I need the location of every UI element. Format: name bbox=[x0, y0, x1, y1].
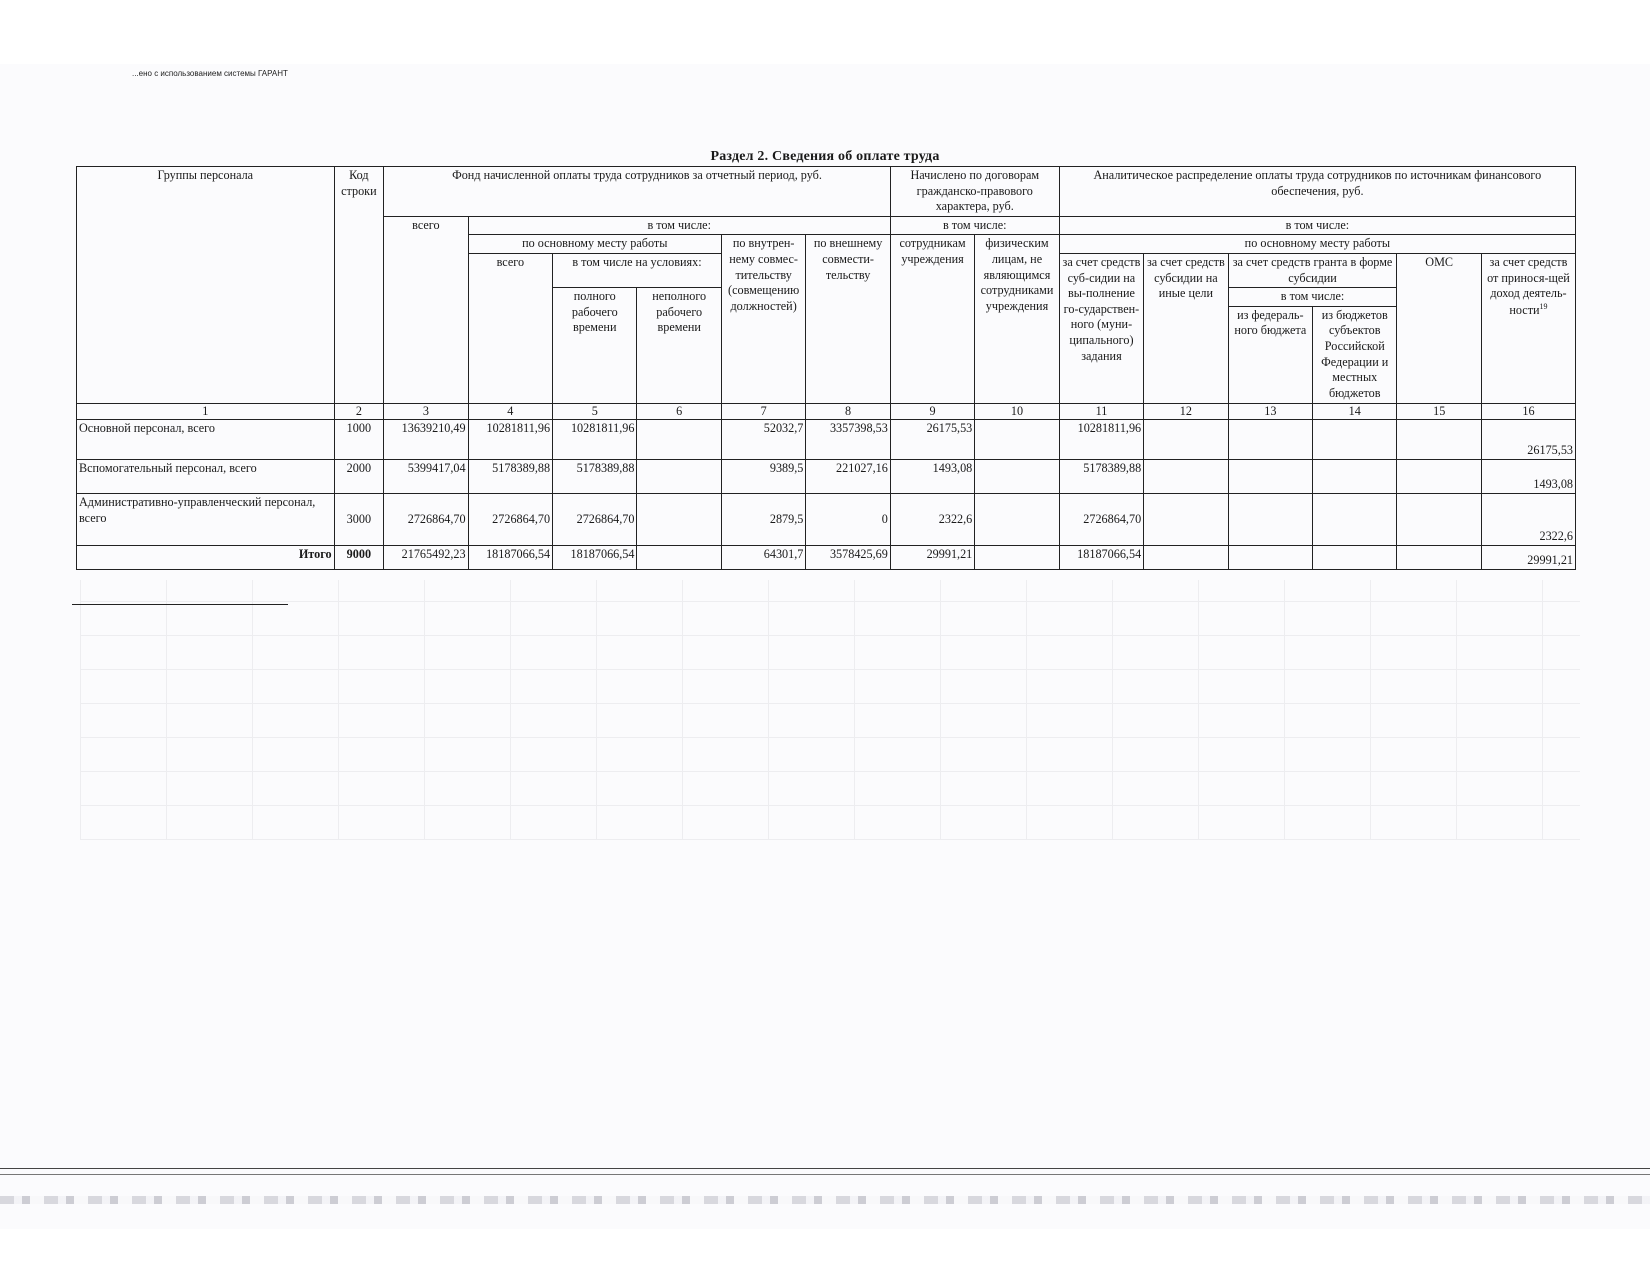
cell-external: 0 bbox=[806, 494, 890, 546]
col-num: 1 bbox=[77, 403, 335, 420]
hdr-fund-total: всего bbox=[384, 216, 468, 403]
hdr-income-text: за счет средств от принося-щей доход деятель-ности bbox=[1487, 255, 1570, 317]
cell-federal bbox=[1228, 460, 1312, 494]
cell-part-time bbox=[637, 546, 721, 570]
cell-part-time bbox=[637, 460, 721, 494]
page-bottom-rule-secondary bbox=[0, 1174, 1650, 1175]
cell-main-total: 2726864,70 bbox=[468, 494, 552, 546]
hdr-analytic-main-place: по основному месту работы bbox=[1059, 235, 1575, 254]
cell-individuals bbox=[975, 494, 1059, 546]
cell-individuals bbox=[975, 420, 1059, 460]
scan-margin bbox=[0, 0, 1650, 64]
cell-main-total: 5178389,88 bbox=[468, 460, 552, 494]
cell-total: 2726864,70 bbox=[384, 494, 468, 546]
cell-external: 3578425,69 bbox=[806, 546, 890, 570]
hdr-part-time: неполного рабочего времени bbox=[637, 288, 721, 403]
row-name: Основной персонал, всего bbox=[77, 420, 335, 460]
hdr-conditions: в том числе на условиях: bbox=[553, 254, 722, 288]
hdr-federal: из федераль-ного бюджета bbox=[1228, 306, 1312, 403]
cell-oms bbox=[1397, 494, 1481, 546]
total-row bbox=[77, 546, 1576, 570]
hdr-fund-incl: в том числе: bbox=[468, 216, 890, 235]
cell-regional bbox=[1313, 494, 1397, 546]
total-label: Итого bbox=[77, 546, 335, 570]
col-num: 8 bbox=[806, 403, 890, 420]
hdr-staff: сотрудникам учреждения bbox=[890, 235, 974, 403]
cell-internal: 2879,5 bbox=[721, 494, 805, 546]
page-bottom-rule bbox=[0, 1168, 1650, 1169]
payroll-table bbox=[76, 166, 1576, 570]
col-num: 12 bbox=[1144, 403, 1228, 420]
col-num: 4 bbox=[468, 403, 552, 420]
hdr-contracts-incl: в том числе: bbox=[890, 216, 1059, 235]
cell-income: 1493,08 bbox=[1481, 460, 1575, 494]
row-code: 3000 bbox=[334, 494, 384, 546]
cell-subsidy-other bbox=[1144, 494, 1228, 546]
cell-individuals bbox=[975, 460, 1059, 494]
col-num: 7 bbox=[721, 403, 805, 420]
cell-subsidy-other bbox=[1144, 460, 1228, 494]
table-row bbox=[77, 420, 1576, 460]
row-code: 2000 bbox=[334, 460, 384, 494]
cell-regional bbox=[1313, 460, 1397, 494]
cell-oms bbox=[1397, 546, 1481, 570]
bleed-through-shadow bbox=[80, 580, 1580, 840]
cell-full-time: 2726864,70 bbox=[553, 494, 637, 546]
col-num: 3 bbox=[384, 403, 468, 420]
cell-total: 13639210,49 bbox=[384, 420, 468, 460]
cell-oms bbox=[1397, 460, 1481, 494]
hdr-grant: за счет средств гранта в форме субсидии bbox=[1228, 254, 1397, 288]
col-num: 13 bbox=[1228, 403, 1312, 420]
cell-external: 221027,16 bbox=[806, 460, 890, 494]
section-title: Раздел 2. Сведения об оплате труда bbox=[710, 149, 940, 164]
row-code: 1000 bbox=[334, 420, 384, 460]
col-num: 10 bbox=[975, 403, 1059, 420]
column-numbers-row bbox=[77, 403, 1576, 420]
hdr-internal: по внутрен-нему совмес-тительству (совмещению должностей) bbox=[721, 235, 805, 403]
header-row-1 bbox=[77, 167, 1576, 217]
cell-staff: 29991,21 bbox=[890, 546, 974, 570]
hdr-subsidy-other: за счет средств субсидии на иные цели bbox=[1144, 254, 1228, 403]
cell-internal: 9389,5 bbox=[721, 460, 805, 494]
cell-part-time bbox=[637, 494, 721, 546]
hdr-groups: Группы персонала bbox=[77, 167, 335, 404]
col-num: 16 bbox=[1481, 403, 1575, 420]
cell-full-time: 5178389,88 bbox=[553, 460, 637, 494]
cell-part-time bbox=[637, 420, 721, 460]
hdr-analytic-incl: в том числе: bbox=[1059, 216, 1575, 235]
cell-subsidy-task: 2726864,70 bbox=[1059, 494, 1143, 546]
cell-individuals bbox=[975, 546, 1059, 570]
hdr-main-total: всего bbox=[468, 254, 552, 403]
table-row bbox=[77, 494, 1576, 546]
col-num: 6 bbox=[637, 403, 721, 420]
cell-income: 2322,6 bbox=[1481, 494, 1575, 546]
hdr-external: по внешнему совмести-тельству bbox=[806, 235, 890, 403]
cell-income: 26175,53 bbox=[1481, 420, 1575, 460]
cell-federal bbox=[1228, 420, 1312, 460]
cell-internal: 64301,7 bbox=[721, 546, 805, 570]
cell-staff: 2322,6 bbox=[890, 494, 974, 546]
row-name: Вспомогательный персонал, всего bbox=[77, 460, 335, 494]
hdr-main-place: по основному месту работы bbox=[468, 235, 721, 254]
cell-total: 21765492,23 bbox=[384, 546, 468, 570]
cell-full-time: 10281811,96 bbox=[553, 420, 637, 460]
cell-regional bbox=[1313, 420, 1397, 460]
cell-main-total: 18187066,54 bbox=[468, 546, 552, 570]
cell-subsidy-task: 5178389,88 bbox=[1059, 460, 1143, 494]
col-num: 15 bbox=[1397, 403, 1481, 420]
hdr-regional: из бюджетов субъектов Российской Федерации и местных бюджетов bbox=[1313, 306, 1397, 403]
cell-total: 5399417,04 bbox=[384, 460, 468, 494]
total-code: 9000 bbox=[334, 546, 384, 570]
hdr-contracts: Начислено по договорам гражданско-правового характера, руб. bbox=[890, 167, 1059, 217]
cell-subsidy-task: 10281811,96 bbox=[1059, 420, 1143, 460]
hdr-individuals: физическим лицам, не являющимся сотрудниками учреждения bbox=[975, 235, 1059, 403]
cell-full-time: 18187066,54 bbox=[553, 546, 637, 570]
hdr-income-footnote: 19 bbox=[1539, 301, 1548, 311]
col-num: 11 bbox=[1059, 403, 1143, 420]
hdr-fund: Фонд начисленной оплаты труда сотрудников за отчетный период, руб. bbox=[384, 167, 891, 217]
col-num: 14 bbox=[1313, 403, 1397, 420]
cell-regional bbox=[1313, 546, 1397, 570]
cell-federal bbox=[1228, 494, 1312, 546]
cell-internal: 52032,7 bbox=[721, 420, 805, 460]
hdr-full-time: полного рабочего времени bbox=[553, 288, 637, 403]
hdr-analytic: Аналитическое распределение оплаты труда сотрудников по источникам финансового обеспечения, руб. bbox=[1059, 167, 1575, 217]
hdr-oms: ОМС bbox=[1397, 254, 1481, 403]
garant-note: ...ено с использованием системы ГАРАНТ bbox=[132, 69, 288, 78]
row-name: Административно-управленческий персонал, всего bbox=[77, 494, 335, 546]
col-num: 9 bbox=[890, 403, 974, 420]
cell-subsidy-task: 18187066,54 bbox=[1059, 546, 1143, 570]
hdr-income bbox=[1481, 254, 1575, 403]
hdr-grant-incl: в том числе: bbox=[1228, 288, 1397, 307]
table-row bbox=[77, 460, 1576, 494]
col-num: 2 bbox=[334, 403, 384, 420]
signature-line bbox=[72, 604, 288, 605]
col-num: 5 bbox=[553, 403, 637, 420]
cell-subsidy-other bbox=[1144, 420, 1228, 460]
cell-external: 3357398,53 bbox=[806, 420, 890, 460]
scan-edge-noise bbox=[0, 1196, 1650, 1204]
cell-main-total: 10281811,96 bbox=[468, 420, 552, 460]
cell-staff: 26175,53 bbox=[890, 420, 974, 460]
cell-income: 29991,21 bbox=[1481, 546, 1575, 570]
hdr-code: Код строки bbox=[334, 167, 384, 404]
cell-staff: 1493,08 bbox=[890, 460, 974, 494]
cell-federal bbox=[1228, 546, 1312, 570]
hdr-subsidy-task: за счет средств суб-сидии на вы-полнение го-сударствен-ного (муни-ципального) задания bbox=[1059, 254, 1143, 403]
cell-oms bbox=[1397, 420, 1481, 460]
cell-subsidy-other bbox=[1144, 546, 1228, 570]
